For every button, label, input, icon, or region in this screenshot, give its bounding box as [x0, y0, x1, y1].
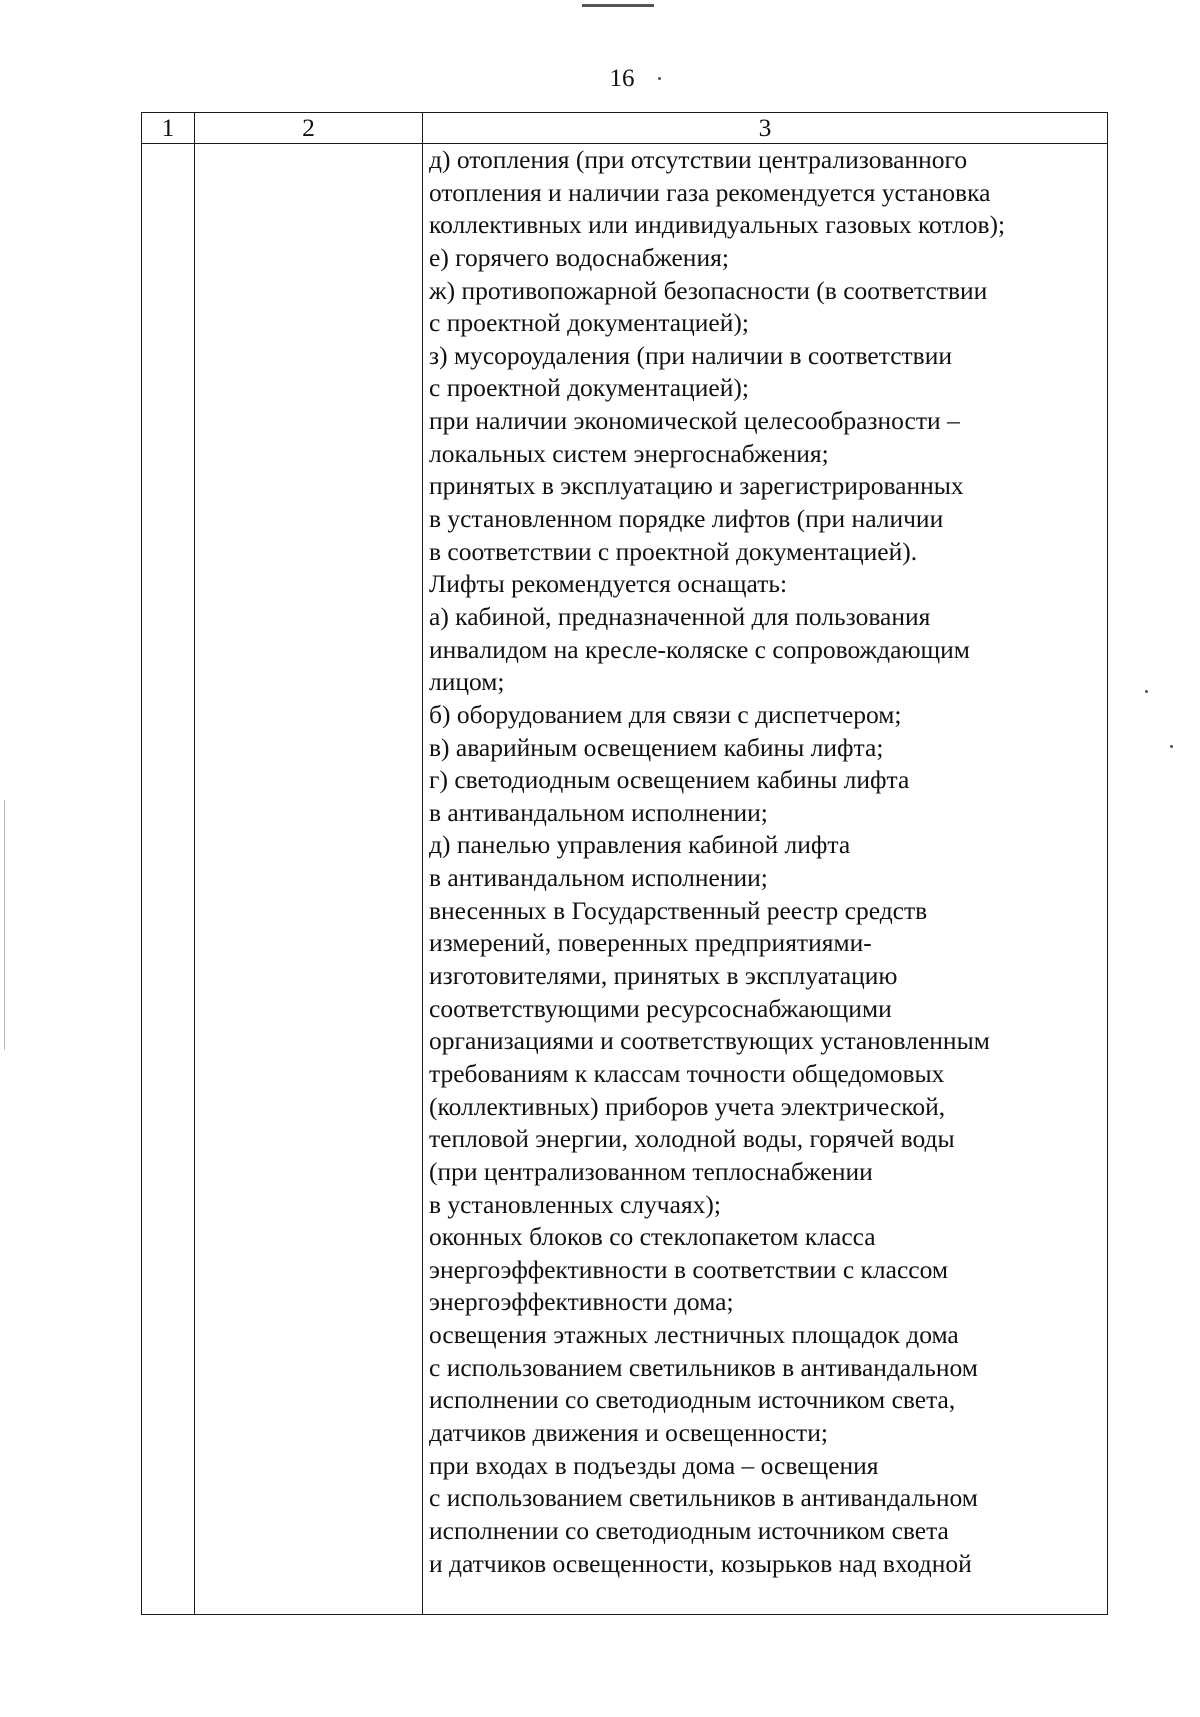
body-cell-1 [142, 144, 195, 1615]
scan-artifact-dot [1145, 690, 1148, 693]
text-line: соответствующими ресурсоснабжающими [429, 993, 892, 1023]
column3-text [429, 144, 1107, 1580]
text-line: в антивандальном исполнении; [429, 797, 768, 827]
text-line: организациями и соответствующих установленным [429, 1026, 990, 1056]
text-line: датчиков движения и освещенности; [429, 1417, 828, 1447]
text-line: локальных систем энергоснабжения; [429, 438, 829, 468]
header-cell-3: 3 [423, 113, 1108, 144]
text-line: оконных блоков со стеклопакетом класса [429, 1222, 876, 1252]
text-line: освещения этажных лестничных площадок дома [429, 1320, 959, 1350]
text-line: при наличии экономической целесообразности – [429, 406, 960, 436]
text-line: в установленном порядке лифтов (при наличии [429, 504, 944, 534]
scan-artifact-top [582, 4, 654, 7]
text-line: лицом; [429, 667, 505, 697]
text-line: инвалидом на кресле-коляске с сопровождающим [429, 634, 970, 664]
text-line: энергоэффективности дома; [429, 1287, 734, 1317]
text-line: а) кабиной, предназначенной для пользования [429, 601, 931, 631]
text-line: с использованием светильников в антивандальном [429, 1352, 978, 1382]
text-line: г) светодиодным освещением кабины лифта [429, 765, 910, 795]
text-line: и датчиков освещенности, козырьков над входной [429, 1548, 972, 1578]
text-line: с использованием светильников в антивандальном [429, 1483, 978, 1513]
text-line: при входах в подъезды дома – освещения [429, 1450, 879, 1480]
text-line: в соответствии с проектной документацией). [429, 536, 918, 566]
text-line: в установленных случаях); [429, 1189, 721, 1219]
text-line: с проектной документацией); [429, 308, 749, 338]
text-line: требованиям к классам точности общедомовых [429, 1058, 945, 1088]
document-table [141, 112, 1108, 1615]
text-line: коллективных или индивидуальных газовых котлов); [429, 210, 1006, 240]
text-line: измерений, поверенных предприятиями- [429, 928, 872, 958]
text-line: энергоэффективности в соответствии с классом [429, 1254, 948, 1284]
text-line: д) панелью управления кабиной лифта [429, 830, 851, 860]
text-line: с проектной документацией); [429, 373, 749, 403]
text-line: отопления и наличии газа рекомендуется установка [429, 177, 991, 207]
text-line: в антивандальном исполнении; [429, 863, 768, 893]
body-cell-3 [423, 144, 1108, 1615]
text-line: в) аварийным освещением кабины лифта; [429, 732, 884, 762]
text-line: принятых в эксплуатацию и зарегистрированных [429, 471, 964, 501]
table-body-row [142, 144, 1108, 1615]
text-line: тепловой энергии, холодной воды, горячей воды [429, 1124, 955, 1154]
header-cell-2: 2 [195, 113, 423, 144]
text-line: исполнении со светодиодным источником света [429, 1515, 949, 1545]
text-line: внесенных в Государственный реестр средств [429, 895, 928, 925]
table-header-row [142, 113, 1108, 144]
scan-artifact-left-edge [4, 800, 5, 1050]
text-line: ж) противопожарной безопасности (в соответствии [429, 275, 988, 305]
text-line: изготовителями, принятых в эксплуатацию [429, 961, 898, 991]
text-line: д) отопления (при отсутствии централизованного [429, 145, 968, 174]
text-line: исполнении со светодиодным источником света, [429, 1385, 956, 1415]
body-cell-2 [195, 144, 423, 1615]
text-line: е) горячего водоснабжения; [429, 242, 729, 272]
text-line: з) мусороудаления (при наличии в соответствии [429, 340, 952, 370]
page-number: 16 [609, 65, 635, 92]
header-cell-1: 1 [142, 113, 195, 144]
text-line: (коллективных) приборов учета электрической, [429, 1091, 946, 1121]
text-line: Лифты рекомендуется оснащать: [429, 569, 788, 599]
text-line: б) оборудованием для связи с диспетчером; [429, 699, 902, 729]
scan-artifact-dot [1170, 745, 1173, 748]
text-line: (при централизованном теплоснабжении [429, 1156, 873, 1186]
